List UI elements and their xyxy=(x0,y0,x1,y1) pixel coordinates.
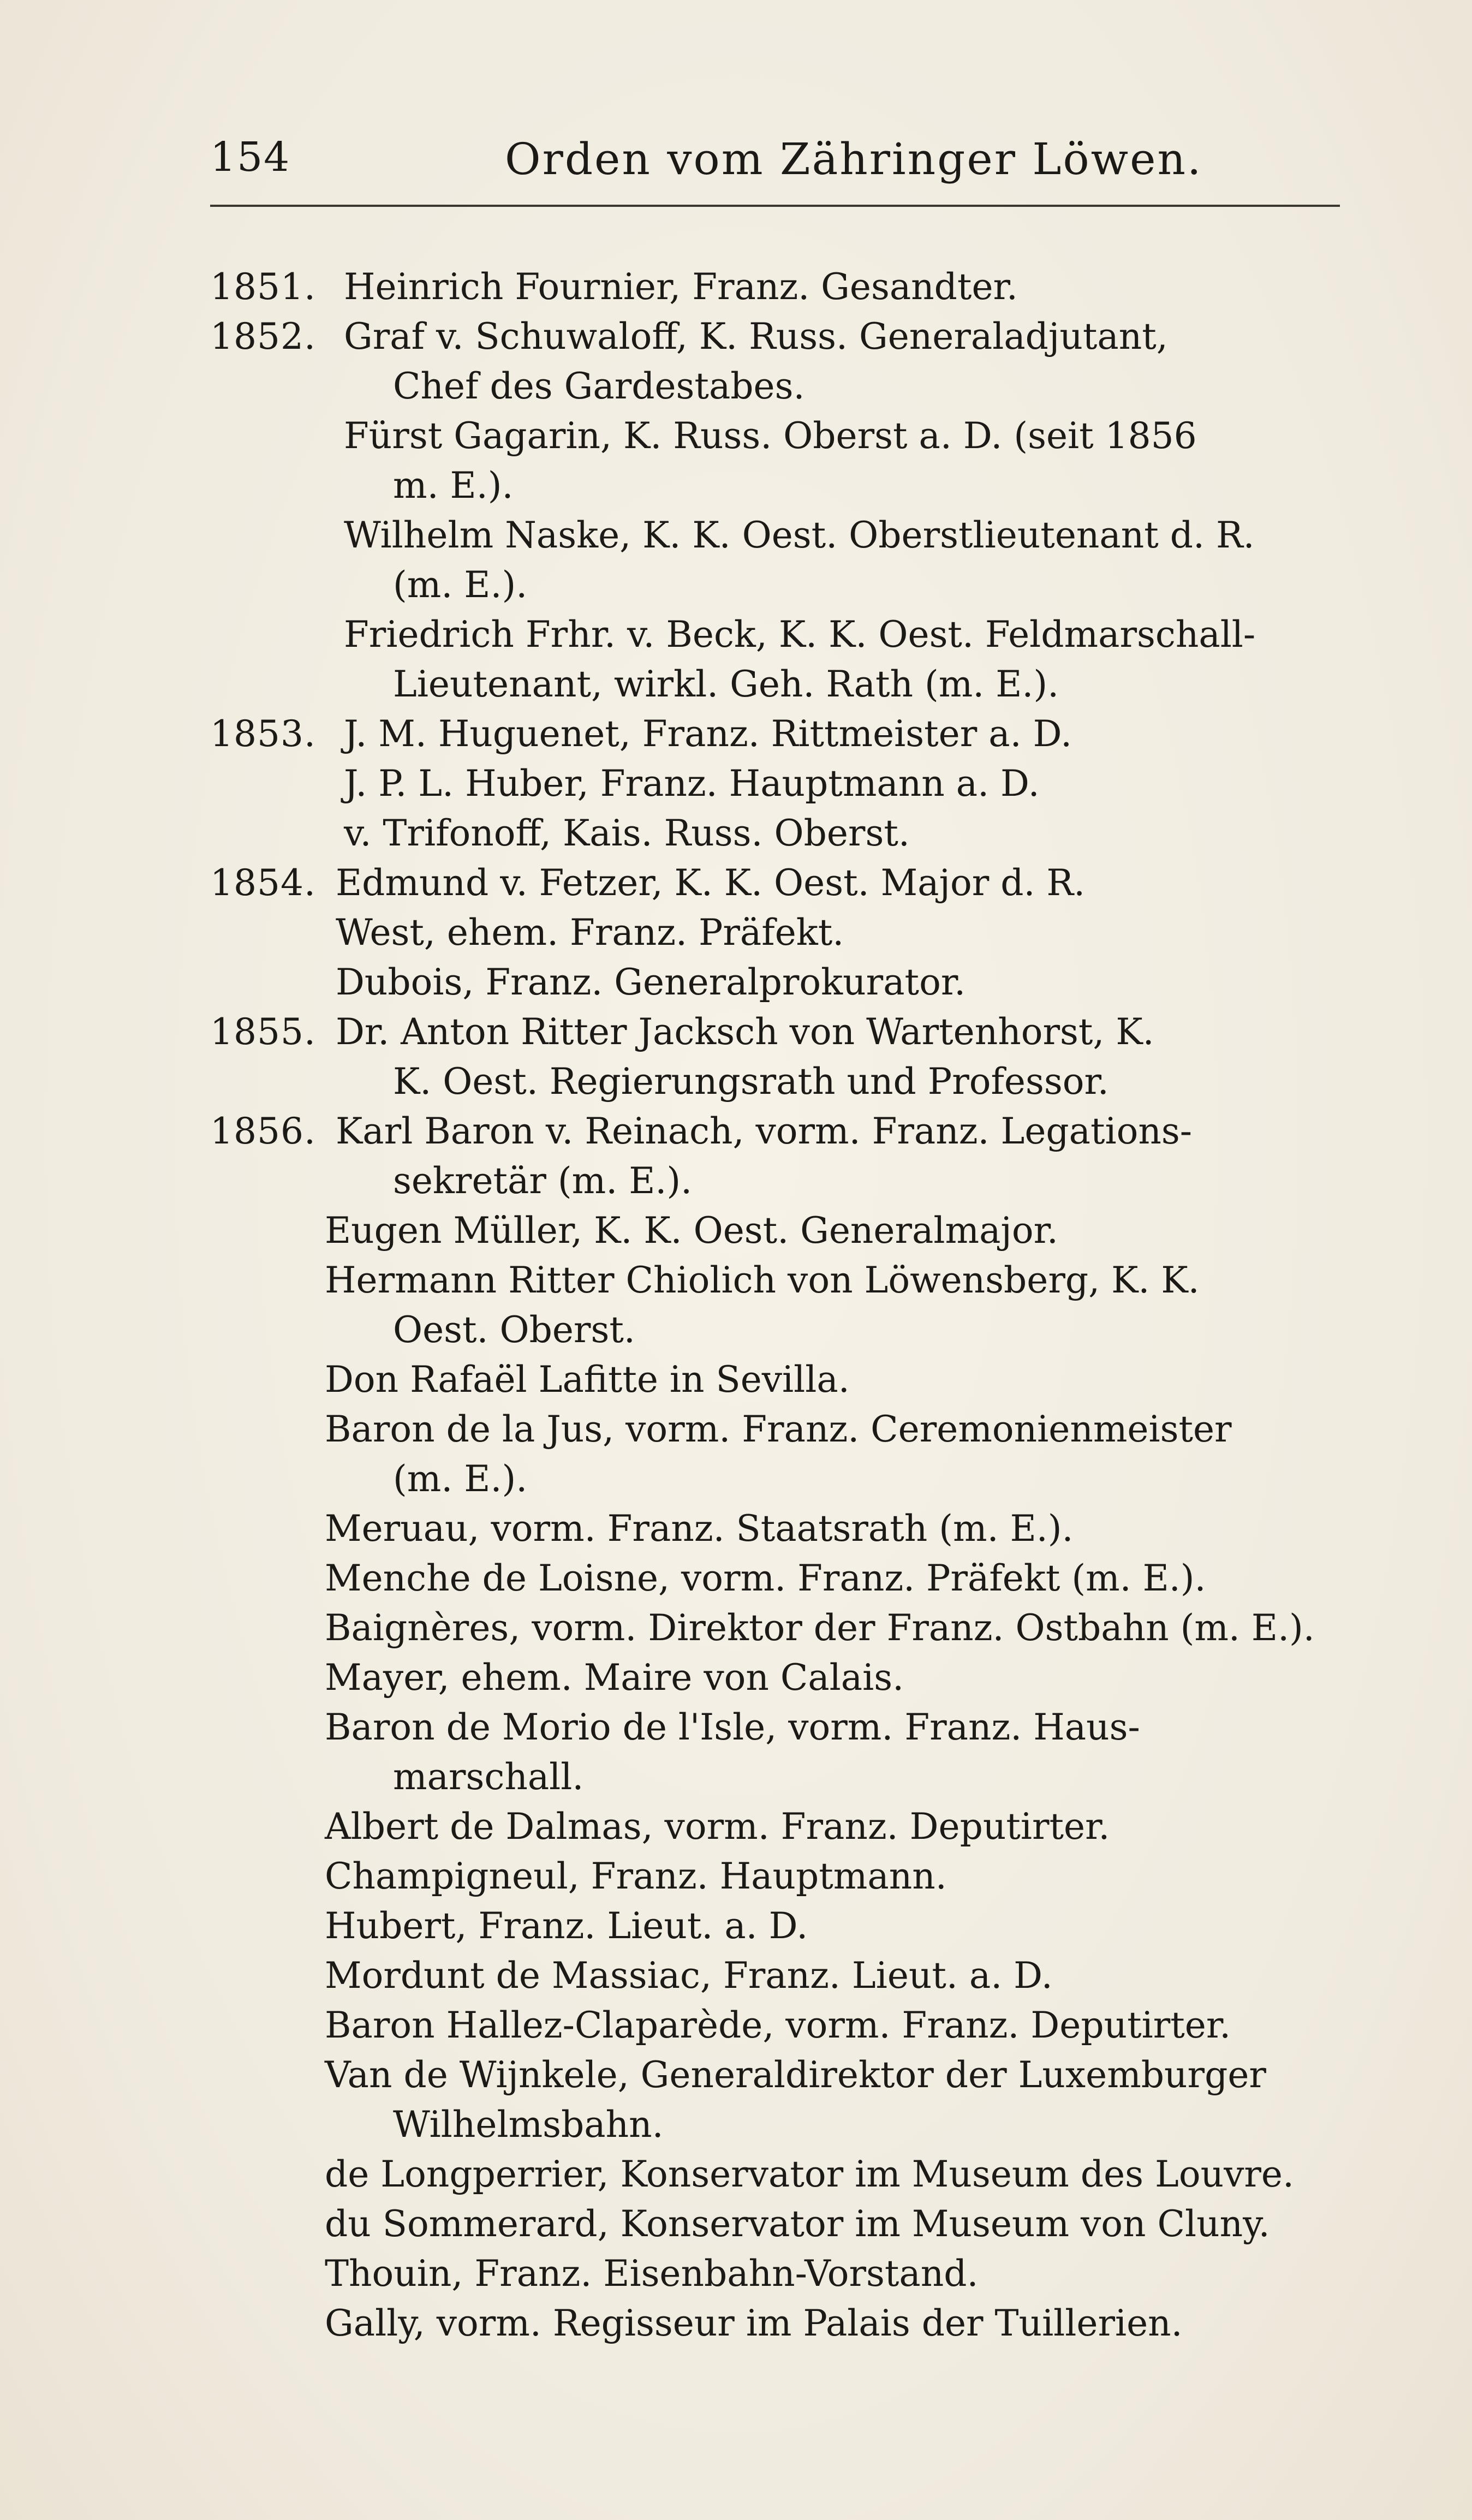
entry-text: West, ehem. Franz. Präfekt. xyxy=(336,912,844,954)
list-item xyxy=(210,1653,1345,1702)
list-item xyxy=(210,1355,1345,1404)
entry-text: Wilhelmsbahn. xyxy=(393,2104,664,2146)
list-item xyxy=(210,709,1345,759)
list-item xyxy=(210,957,1345,1007)
page-number: 154 xyxy=(210,134,291,181)
entry-text: Eugen Müller, K. K. Oest. Generalmajor. xyxy=(325,1210,1058,1252)
entry-text: Baron Hallez-Claparède, vorm. Franz. Deputirter. xyxy=(325,2004,1231,2046)
list-item xyxy=(210,1553,1345,1603)
entry-text: Lieutenant, wirkl. Geh. Rath (m. E.). xyxy=(393,663,1059,705)
entry-text: Friedrich Frhr. v. Beck, K. K. Oest. Feldmarschall- xyxy=(344,613,1256,656)
list-item xyxy=(210,808,1345,858)
entry-text: sekretär (m. E.). xyxy=(393,1160,693,1202)
entry-text: Hermann Ritter Chiolich von Löwensberg, K. K. xyxy=(325,1259,1200,1301)
list-item xyxy=(210,2249,1345,2298)
list-item xyxy=(210,312,1345,361)
list-item xyxy=(210,1106,1345,1156)
entry-text: Baignères, vorm. Direktor der Franz. Ostbahn (m. E.). xyxy=(325,1607,1315,1649)
entry-text: Menche de Loisne, vorm. Franz. Präfekt (m. E.). xyxy=(325,1557,1206,1599)
recipient-list xyxy=(210,262,1345,2348)
entry-text: Meruau, vorm. Franz. Staatsrath (m. E.). xyxy=(325,1508,1074,1550)
entry-text: J. M. Huguenet, Franz. Rittmeister a. D. xyxy=(344,713,1072,755)
entry-year: 1856. xyxy=(210,1110,316,1152)
list-item xyxy=(210,2199,1345,2249)
list-item xyxy=(210,1802,1345,1851)
list-item xyxy=(210,1206,1345,1255)
page-header xyxy=(210,123,1340,194)
list-item xyxy=(210,1752,1345,1802)
entry-text: Don Rafaël Lafitte in Sevilla. xyxy=(325,1359,850,1401)
running-title: Orden vom Zähringer Löwen. xyxy=(505,134,1203,184)
entry-text: marschall. xyxy=(393,1756,584,1798)
entry-text: de Longperrier, Konservator im Museum des Louvre. xyxy=(325,2153,1294,2195)
entry-text: Wilhelm Naske, K. K. Oest. Oberstlieutenant d. R. xyxy=(344,514,1255,556)
entry-text: Baron de Morio de l'Isle, vorm. Franz. Haus- xyxy=(325,1706,1140,1748)
list-item xyxy=(210,1702,1345,1752)
list-item xyxy=(210,1901,1345,1951)
entry-text: (m. E.). xyxy=(393,1458,528,1500)
list-item xyxy=(210,2149,1345,2199)
list-item xyxy=(210,1057,1345,1106)
entry-text: Gally, vorm. Regisseur im Palais der Tuillerien. xyxy=(325,2302,1183,2344)
entry-text: Mayer, ehem. Maire von Calais. xyxy=(325,1657,904,1699)
entry-text: Karl Baron v. Reinach, vorm. Franz. Legations- xyxy=(336,1110,1193,1152)
list-item xyxy=(210,2100,1345,2149)
entry-year: 1855. xyxy=(210,1011,316,1053)
entry-text: Hubert, Franz. Lieut. a. D. xyxy=(325,1905,808,1947)
list-item xyxy=(210,461,1345,510)
entry-text: Dr. Anton Ritter Jacksch von Wartenhorst, K. xyxy=(336,1011,1154,1053)
list-item xyxy=(210,1504,1345,1553)
entry-text: Chef des Gardestabes. xyxy=(393,365,805,407)
list-item xyxy=(210,908,1345,957)
entry-text: Oest. Oberst. xyxy=(393,1309,635,1351)
entry-text: m. E.). xyxy=(393,464,514,507)
entry-text: Albert de Dalmas, vorm. Franz. Deputirter. xyxy=(325,1806,1110,1848)
list-item xyxy=(210,1851,1345,1901)
list-item xyxy=(210,1603,1345,1653)
entry-year: 1852. xyxy=(210,315,316,358)
entry-year: 1851. xyxy=(210,266,316,308)
list-item xyxy=(210,560,1345,610)
list-item xyxy=(210,411,1345,461)
entry-text: Van de Wijnkele, Generaldirektor der Luxemburger xyxy=(325,2054,1266,2096)
entry-text: J. P. L. Huber, Franz. Hauptmann a. D. xyxy=(344,762,1040,805)
entry-text: du Sommerard, Konservator im Museum von Cluny. xyxy=(325,2203,1270,2245)
list-item xyxy=(210,1255,1345,1305)
list-item xyxy=(210,1156,1345,1206)
list-item xyxy=(210,262,1345,312)
entry-text: Edmund v. Fetzer, K. K. Oest. Major d. R. xyxy=(336,862,1086,904)
entry-text: (m. E.). xyxy=(393,564,528,606)
list-item xyxy=(210,659,1345,709)
entry-text: Champigneul, Franz. Hauptmann. xyxy=(325,1855,947,1897)
entry-text: Heinrich Fournier, Franz. Gesandter. xyxy=(344,266,1018,308)
entry-year: 1853. xyxy=(210,713,316,755)
list-item xyxy=(210,2000,1345,2050)
entry-text: Thouin, Franz. Eisenbahn-Vorstand. xyxy=(325,2253,979,2295)
entry-text: v. Trifonoff, Kais. Russ. Oberst. xyxy=(344,812,910,854)
list-item xyxy=(210,1951,1345,2000)
list-item xyxy=(210,1007,1345,1057)
list-item xyxy=(210,361,1345,411)
entry-text: Dubois, Franz. Generalprokurator. xyxy=(336,961,966,1003)
list-item xyxy=(210,1454,1345,1504)
list-item xyxy=(210,610,1345,659)
entry-text: Fürst Gagarin, K. Russ. Oberst a. D. (seit 1856 xyxy=(344,415,1197,457)
list-item xyxy=(210,510,1345,560)
list-item xyxy=(210,858,1345,908)
entry-text: K. Oest. Regierungsrath und Professor. xyxy=(393,1061,1109,1103)
list-item xyxy=(210,1404,1345,1454)
list-item xyxy=(210,2050,1345,2100)
header-rule xyxy=(210,205,1340,207)
entry-year: 1854. xyxy=(210,862,316,904)
list-item xyxy=(210,1305,1345,1355)
list-item xyxy=(210,759,1345,808)
entry-text: Baron de la Jus, vorm. Franz. Ceremonienmeister xyxy=(325,1408,1232,1450)
entry-text: Graf v. Schuwaloff, K. Russ. Generaladjutant, xyxy=(344,315,1168,358)
list-item xyxy=(210,2298,1345,2348)
entry-text: Mordunt de Massiac, Franz. Lieut. a. D. xyxy=(325,1955,1053,1997)
